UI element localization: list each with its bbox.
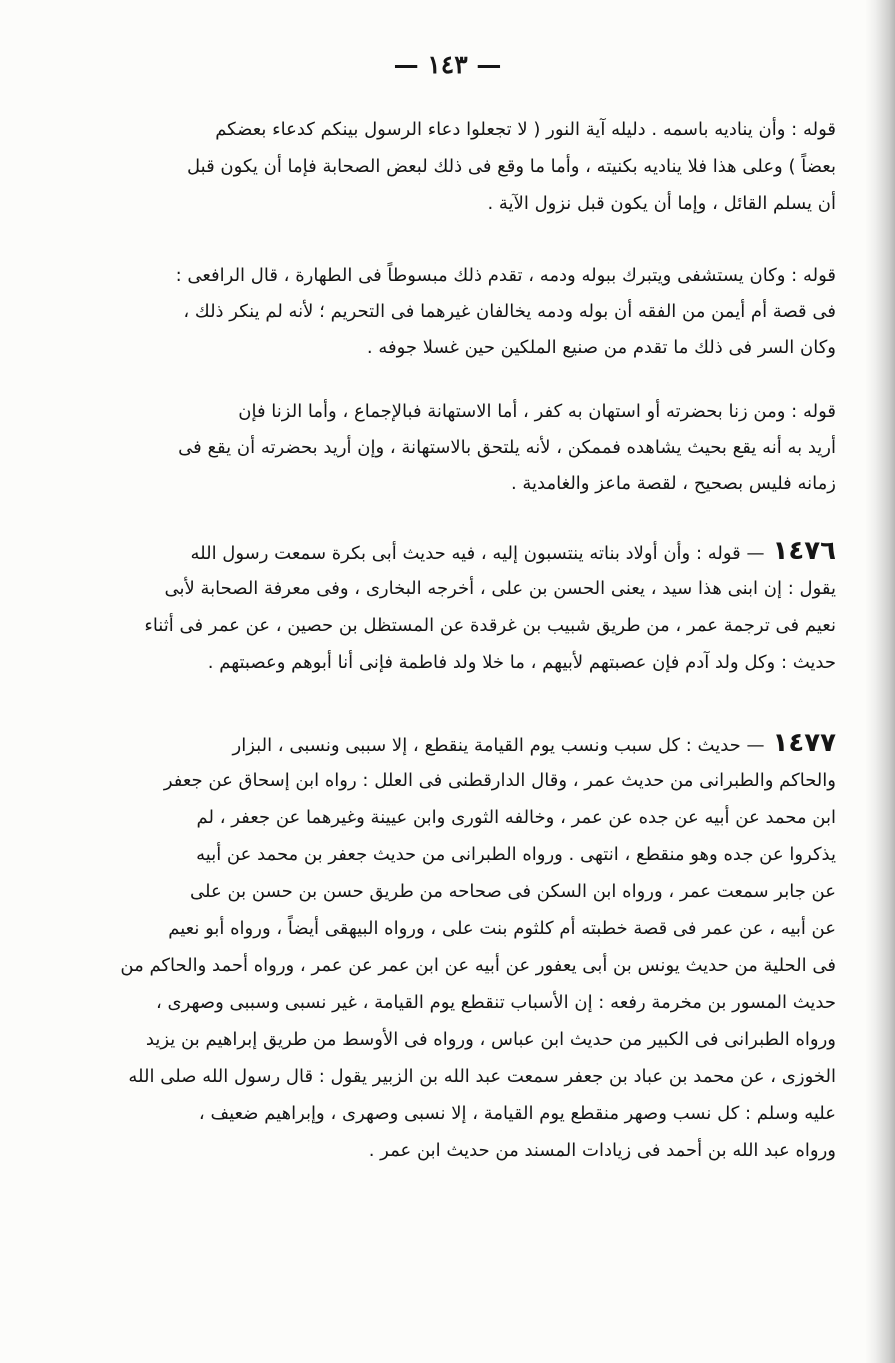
text-line: أن يسلم القائل ، وإما أن يكون قبل نزول الآية . [487,193,836,214]
text-line: — حديث : كل سبب ونسب يوم القيامة ينقطع ، إلا سببى ونسبى ، البزار [232,735,765,756]
text-line: ورواه الطبرانى فى الكبير من حديث ابن عباس ، ورواه فى الأوسط من طريق إبراهيم بن يزيد [145,1029,836,1050]
text-line: فى الحلية من حديث يونس بن أبى يعفور عن أبيه عن ابن عمر عن عمر ، ورواه أحمد والحاكم من [120,955,836,976]
entry-first-line [96,533,836,570]
text-line: ورواه عبد الله بن أحمد فى زيادات المسند من حديث ابن عمر . [368,1140,836,1161]
entry-1476 [96,533,836,681]
text-line: حديث المسور بن مخرمة رفعه : إن الأسباب تنقطع يوم القيامة ، غير نسبى وسببى وصهرى ، [155,992,836,1013]
text-line: فى قصة أم أيمن من الفقه أن بوله ودمه يخالفان غيرهما فى التحريم ؛ لأنه لم ينكر ذلك ، [183,301,836,322]
text-line: عليه وسلم : كل نسب وصهر منقطع يوم القيامة ، إلا نسبى وصهرى ، وإبراهيم ضعيف ، [198,1103,836,1124]
page-number: — ١٤٣ — [393,50,502,79]
text-line: أريد به أنه يقع بحيث يشاهده فممكن ، لأنه يلتحق بالاستهانة ، وإن أريد بحضرته أن يقع فى [178,437,836,458]
text-line: الخوزى ، عن محمد بن عباد بن جعفر سمعت عبد الله بن الزبير يقول : قال رسول الله صلى الله [128,1066,836,1087]
paragraph-blessing [96,258,836,366]
text-line: حديث : وكل ولد آدم فإن عصبتهم لأبيهم ، ما خلا ولد فاطمة فإنى أنا أبوهم وعصبتهم . [207,652,836,673]
text-line: عن أبيه ، عن عمر فى قصة خطبته أم كلثوم بنت على ، ورواه البيهقى أيضاً ، ورواه أبو نعيم [168,918,836,939]
text-line: يذكروا عن جده وهو منقطع ، انتهى . ورواه الطبرانى من حديث جعفر بن محمد عن أبيه [196,844,836,865]
text-line: قوله : وأن يناديه باسمه . دليله آية النور ( لا تجعلوا دعاء الرسول بينكم كدعاء بعضكم [215,119,836,140]
text-line: نعيم فى ترجمة عمر ، من طريق شبيب بن غرقدة عن المستظل بن حصين ، عن عمر فى أثناء [144,615,836,636]
text-line: بعضاً ) وعلى هذا فلا يناديه بكنيته ، وأما ما وقع فى ذلك لبعض الصحابة فإما أن يكون قبل [187,156,836,177]
text-line: قوله : وكان يستشفى ويتبرك ببوله ودمه ، تقدم ذلك مبسوطاً فى الطهارة ، قال الرافعى : [175,265,836,286]
page-edge-shadow [865,0,895,1363]
text-line: — قوله : وأن أولاد بناته ينتسبون إليه ، فيه حديث أبى بكرة سمعت رسول الله [190,543,765,564]
entry-1477 [96,725,836,1169]
text-line: والحاكم والطبرانى من حديث عمر ، وقال الدارقطنى فى العلل : رواه ابن إسحاق عن جعفر [163,770,836,791]
text-line: قوله : ومن زنا بحضرته أو استهان به كفر ، أما الاستهانة فبالإجماع ، وأما الزنا فإن [238,401,836,422]
entry-first-line [96,725,836,762]
paragraph-insult [96,394,836,502]
text-line: وكان السر فى ذلك ما تقدم من صنيع الملكين حين غسلا جوفه . [366,337,836,358]
text-line: زمانه فليس بصحيح ، لقصة ماعز والغامدية . [510,473,836,494]
entry-number: ١٤٧٧ [772,728,836,758]
text-line: عن جابر سمعت عمر ، ورواه ابن السكن فى صحاحه من طريق حسن بن حسن بن على [190,881,836,902]
text-line: ابن محمد عن أبيه عن جده عن عمر ، وخالفه الثورى وابن عيينة وغيرهما عن جعفر ، لم [196,807,836,828]
paragraph-vocative [96,111,836,222]
entry-number: ١٤٧٦ [772,536,836,566]
text-line: يقول : إن ابنى هذا سيد ، يعنى الحسن بن على ، أخرجه البخارى ، وفى معرفة الصحابة لأبى [164,578,836,599]
